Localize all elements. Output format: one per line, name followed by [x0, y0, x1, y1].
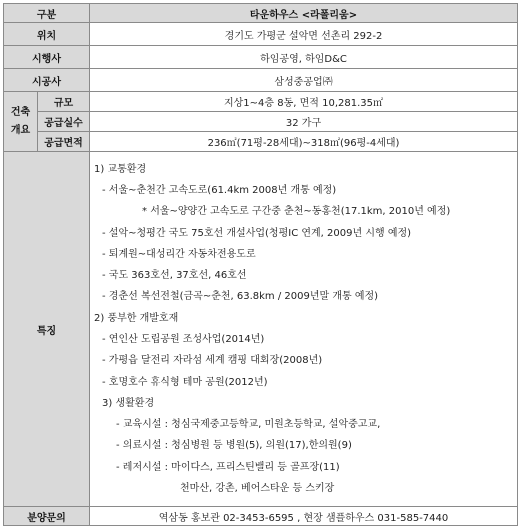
feature-line: - 국도 363호선, 37호선, 46호선: [102, 270, 247, 282]
feature-heading-living: 3) 생활환경: [102, 397, 155, 409]
feature-line: 천마산, 강촌, 베어스타운 등 스키장: [180, 483, 335, 495]
feature-line: - 레저시설 : 마이다스, 프리스틴밸리 등 골프장(11): [116, 461, 340, 473]
feature-line: - 가평읍 달전리 자라섬 세계 캠핑 대회장(2008년): [102, 355, 323, 367]
scale-value: 지상1~4층 8동, 면적 10,281.35㎡: [90, 92, 518, 112]
feature-line: - 교육시설 : 청심국제중고등학교, 미원초등학교, 설악중고교,: [116, 419, 381, 431]
overview-label: 건축 개요: [4, 92, 38, 152]
developer-label: 시행사: [4, 46, 90, 69]
header-product: 타운하우스 <라폴리움>: [90, 4, 518, 23]
developer-value: 하임공영, 하임D&C: [90, 46, 518, 69]
feature-line: - 경춘선 복선전철(금곡~춘천, 63.8km / 2009년말 개통 예정): [102, 291, 379, 303]
feature-line: - 퇴계원~대성리간 자동차전용도로: [102, 248, 256, 260]
scale-label: 규모: [38, 92, 90, 112]
contact-value: 역삼동 홍보관 02-3453-6595 , 현장 샘플하우스 031-585-7440: [90, 507, 518, 526]
builder-value: 삼성중공업㈜: [90, 69, 518, 92]
spec-table: [3, 3, 518, 526]
builder-label: 시공사: [4, 69, 90, 92]
area-row: [4, 132, 518, 152]
header-category: 구분: [4, 4, 90, 23]
units-row: [4, 112, 518, 132]
features-row: [4, 152, 518, 507]
units-label: 공급실수: [38, 112, 90, 132]
location-value: 경기도 가평군 설악면 선촌리 292-2: [90, 23, 518, 46]
developer-row: [4, 46, 518, 69]
header-row: [4, 4, 518, 23]
builder-row: [4, 69, 518, 92]
features-label: 특징: [4, 152, 90, 507]
features-content: [90, 152, 518, 507]
units-value: 32 가구: [90, 112, 518, 132]
contact-row: [4, 507, 518, 526]
feature-line: - 의료시설 : 청심병원 등 병원(5), 의원(17),한의원(9): [116, 440, 352, 452]
feature-line: - 호명호수 휴식형 테마 공원(2012년): [102, 376, 268, 388]
feature-line: * 서울~양양간 고속도로 구간중 춘천~동홍천(17.1km, 2010년 예정): [142, 206, 451, 218]
feature-line: - 연인산 도립공원 조성사업(2014년): [102, 334, 265, 345]
scale-row: [4, 92, 518, 112]
location-row: [4, 23, 518, 46]
feature-heading-transport: 1) 교통환경: [94, 163, 147, 175]
area-value: 236㎡(71평-28세대)~318㎡(96평-4세대): [90, 132, 518, 152]
location-label: 위치: [4, 23, 90, 46]
contact-label: 분양문의: [4, 507, 90, 526]
area-label: 공급면적: [38, 132, 90, 152]
feature-heading-development: 2) 풍부한 개발호재: [94, 312, 179, 324]
feature-line: - 서울~춘천간 고속도로(61.4km 2008년 개통 예정): [102, 184, 337, 196]
feature-line: - 설악~청평간 국도 75호선 개설사업(청평IC 연계, 2009년 시행 예정): [102, 227, 412, 239]
